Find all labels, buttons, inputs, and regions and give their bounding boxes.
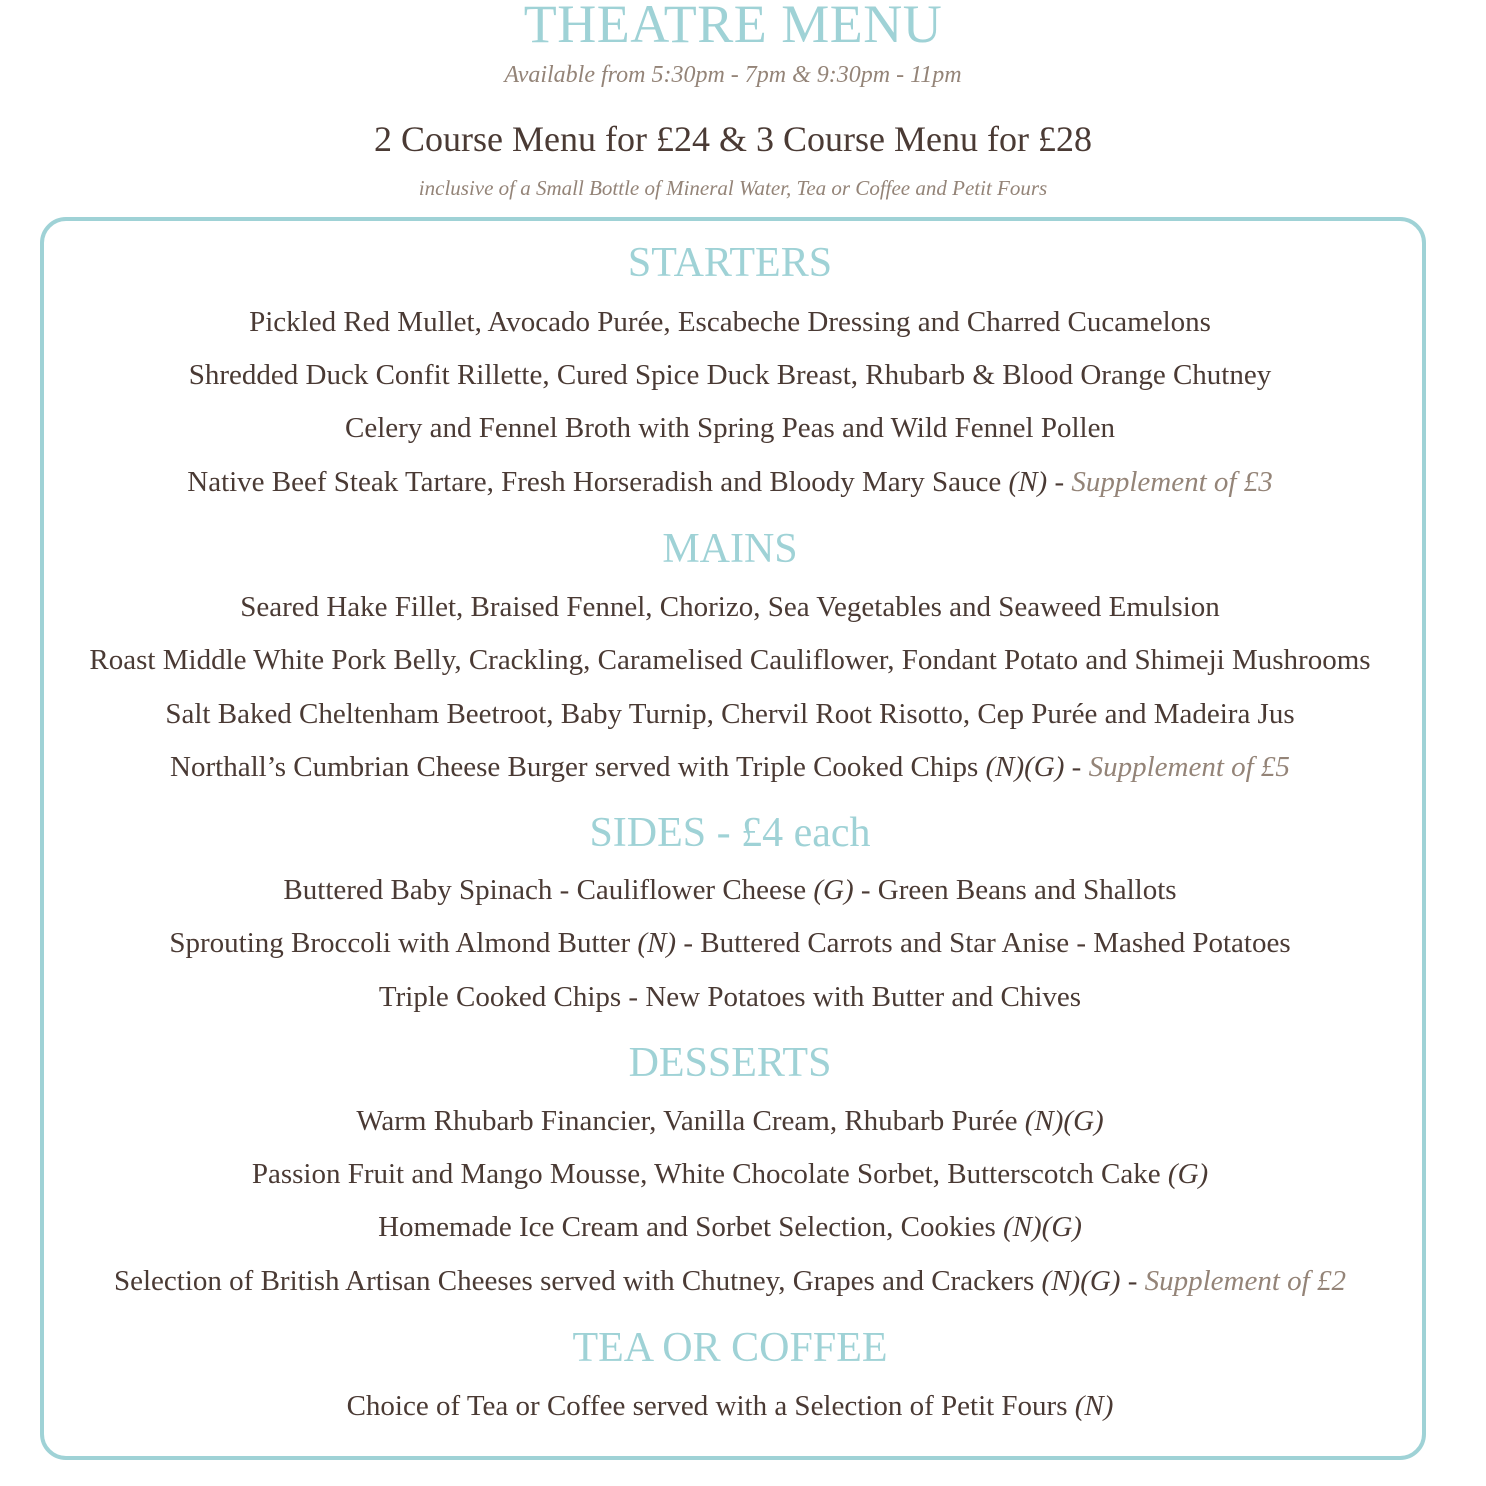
allergen-tag: (N) [1074, 1390, 1114, 1422]
item-text: Choice of Tea or Coffee served with a Selection of Petit Fours [346, 1390, 1068, 1422]
item-text: Native Beef Steak Tartare, Fresh Horseradish and Bloody Mary Sauce [187, 466, 1002, 498]
allergen-tag: (N) [637, 927, 677, 959]
menu-item [0, 1264, 1460, 1298]
allergen-tag: (N)(G) [1024, 1105, 1104, 1137]
menu-title: THEATRE MENU [523, 0, 943, 54]
allergen-tag: (N)(G) [1041, 1265, 1121, 1297]
item-text: Passion Fruit and Mango Mousse, White Chocolate Sorbet, Butterscotch Cake [251, 1158, 1161, 1190]
menu-item [0, 305, 1460, 339]
item-text: Shredded Duck Confit Rillette, Cured Spice Duck Breast, Rhubarb & Blood Orange Chutney [188, 359, 1272, 391]
separator: - [1047, 466, 1072, 498]
item-text: Sprouting Broccoli with Almond Butter [169, 927, 631, 959]
item-text: Homemade Ice Cream and Sorbet Selection, Cookies [378, 1211, 996, 1243]
allergen-tag: (N)(G) [985, 751, 1065, 783]
availability-note: Available from 5:30pm - 7pm & 9:30pm - 11pm [504, 62, 962, 88]
item-text: Northall’s Cumbrian Cheese Burger served with Triple Cooked Chips [170, 751, 979, 783]
item-text: Seared Hake Fillet, Braised Fennel, Chorizo, Sea Vegetables and Seaweed Emulsion [240, 591, 1220, 623]
menu-item [0, 358, 1460, 392]
item-text: Selection of British Artisan Cheeses served with Chutney, Grapes and Crackers [114, 1265, 1035, 1297]
menu-item [0, 873, 1460, 907]
allergen-tag: (N)(G) [1003, 1211, 1082, 1243]
inclusive-note: inclusive of a Small Bottle of Mineral Water, Tea or Coffee and Petit Fours [418, 176, 1048, 200]
item-text: Celery and Fennel Broth with Spring Peas and Wild Fennel Pollen [345, 412, 1115, 444]
menu-item [0, 1157, 1460, 1191]
menu-item [0, 643, 1460, 677]
allergen-tag: (N) [1008, 466, 1048, 498]
allergen-tag: (G) [813, 874, 854, 906]
menu-item [0, 1104, 1460, 1138]
item-text: Salt Baked Cheltenham Beetroot, Baby Turnip, Chervil Root Risotto, Cep Purée and Madeira Jus [165, 698, 1295, 730]
menu-item [0, 1389, 1460, 1423]
item-text-after: - Buttered Carrots and Star Anise - Mashed Potatoes [676, 927, 1291, 959]
menu-item [0, 750, 1460, 784]
supplement-note: Supplement of £5 [1088, 751, 1290, 783]
separator: - [1064, 751, 1089, 783]
section-title-mains: MAINS [662, 526, 798, 572]
price-line: 2 Course Menu for £24 & 3 Course Menu for £28 [374, 119, 1092, 159]
supplement-note: Supplement of £2 [1144, 1265, 1346, 1297]
menu-item [0, 590, 1460, 624]
item-text: Buttered Baby Spinach - Cauliflower Cheese [283, 874, 807, 906]
item-text: Pickled Red Mullet, Avocado Purée, Escabeche Dressing and Charred Cucamelons [249, 306, 1211, 338]
item-text: Roast Middle White Pork Belly, Crackling, Caramelised Cauliflower, Fondant Potato and Shimeji Mushrooms [89, 644, 1371, 676]
section-title-starters: STARTERS [627, 240, 833, 286]
separator: - [1120, 1265, 1145, 1297]
item-text: Warm Rhubarb Financier, Vanilla Cream, Rhubarb Purée [356, 1105, 1018, 1137]
section-title-tea-coffee: TEA OR COFFEE [572, 1325, 888, 1371]
menu-item [0, 697, 1460, 731]
section-title-desserts: DESSERTS [628, 1040, 832, 1086]
item-text: Triple Cooked Chips - New Potatoes with Butter and Chives [378, 981, 1082, 1013]
menu-item [0, 1210, 1460, 1244]
menu-item [0, 926, 1460, 960]
item-text-after: - Green Beans and Shallots [853, 874, 1177, 906]
section-title-sides: SIDES - £4 each [589, 810, 871, 856]
allergen-tag: (G) [1167, 1158, 1209, 1190]
menu-item [0, 411, 1460, 445]
menu-item [0, 980, 1460, 1014]
menu-item [0, 465, 1460, 499]
supplement-note: Supplement of £3 [1071, 466, 1273, 498]
